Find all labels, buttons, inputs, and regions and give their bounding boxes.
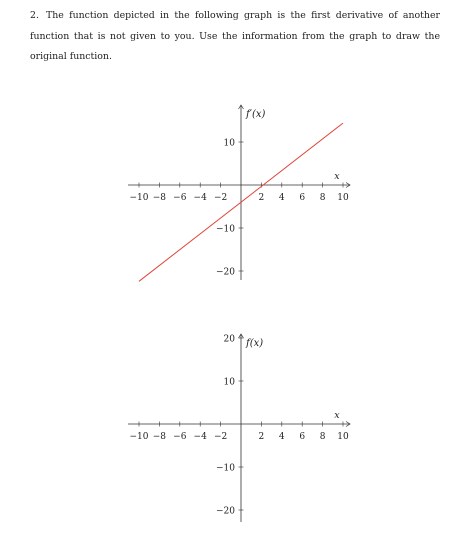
problem-number: 2. (30, 10, 39, 21)
y-tick-label: 10 (223, 377, 235, 388)
x-tick-label: 4 (278, 193, 285, 203)
y-tick-label: 10 (223, 138, 235, 149)
x-tick-label: 6 (299, 432, 306, 442)
x-tick-label: −10 (129, 193, 149, 203)
x-tick-label: −2 (213, 432, 228, 442)
x-tick-label: 4 (278, 432, 285, 442)
y-axis-label: f′(x) (246, 109, 266, 120)
derivative-graph (0, 95, 474, 295)
problem-text (30, 6, 440, 68)
x-axis-label: x (334, 410, 340, 421)
y-tick-label: 20 (223, 334, 235, 345)
x-tick-label: 10 (337, 193, 349, 203)
x-tick-label: 2 (258, 193, 265, 203)
y-tick-label: −20 (216, 506, 235, 517)
x-tick-label: −2 (213, 193, 228, 203)
y-axis-label: f(x) (246, 338, 264, 349)
x-tick-label: −4 (193, 432, 207, 442)
x-tick-label: 8 (319, 432, 326, 442)
x-tick-label: 2 (258, 432, 265, 442)
problem-statement (30, 6, 440, 68)
problem-body: The function depicted in the following graph is the first derivative of another function that is not given to you. Use the information from the graph to draw the original function. (30, 10, 440, 62)
x-tick-label: 8 (319, 193, 326, 203)
x-tick-label: −10 (129, 432, 149, 442)
x-tick-label: −4 (193, 193, 207, 203)
y-tick-label: −20 (216, 267, 235, 278)
y-tick-label: −10 (216, 463, 235, 474)
x-tick-label: −8 (152, 432, 167, 442)
x-axis-label: x (334, 171, 340, 182)
x-tick-label: 10 (337, 432, 349, 442)
x-tick-label: −6 (173, 432, 187, 442)
y-tick-label: −10 (216, 224, 235, 235)
x-tick-label: 6 (299, 193, 306, 203)
x-tick-label: −6 (173, 193, 187, 203)
original-function-graph (0, 330, 474, 530)
x-tick-label: −8 (152, 193, 167, 203)
